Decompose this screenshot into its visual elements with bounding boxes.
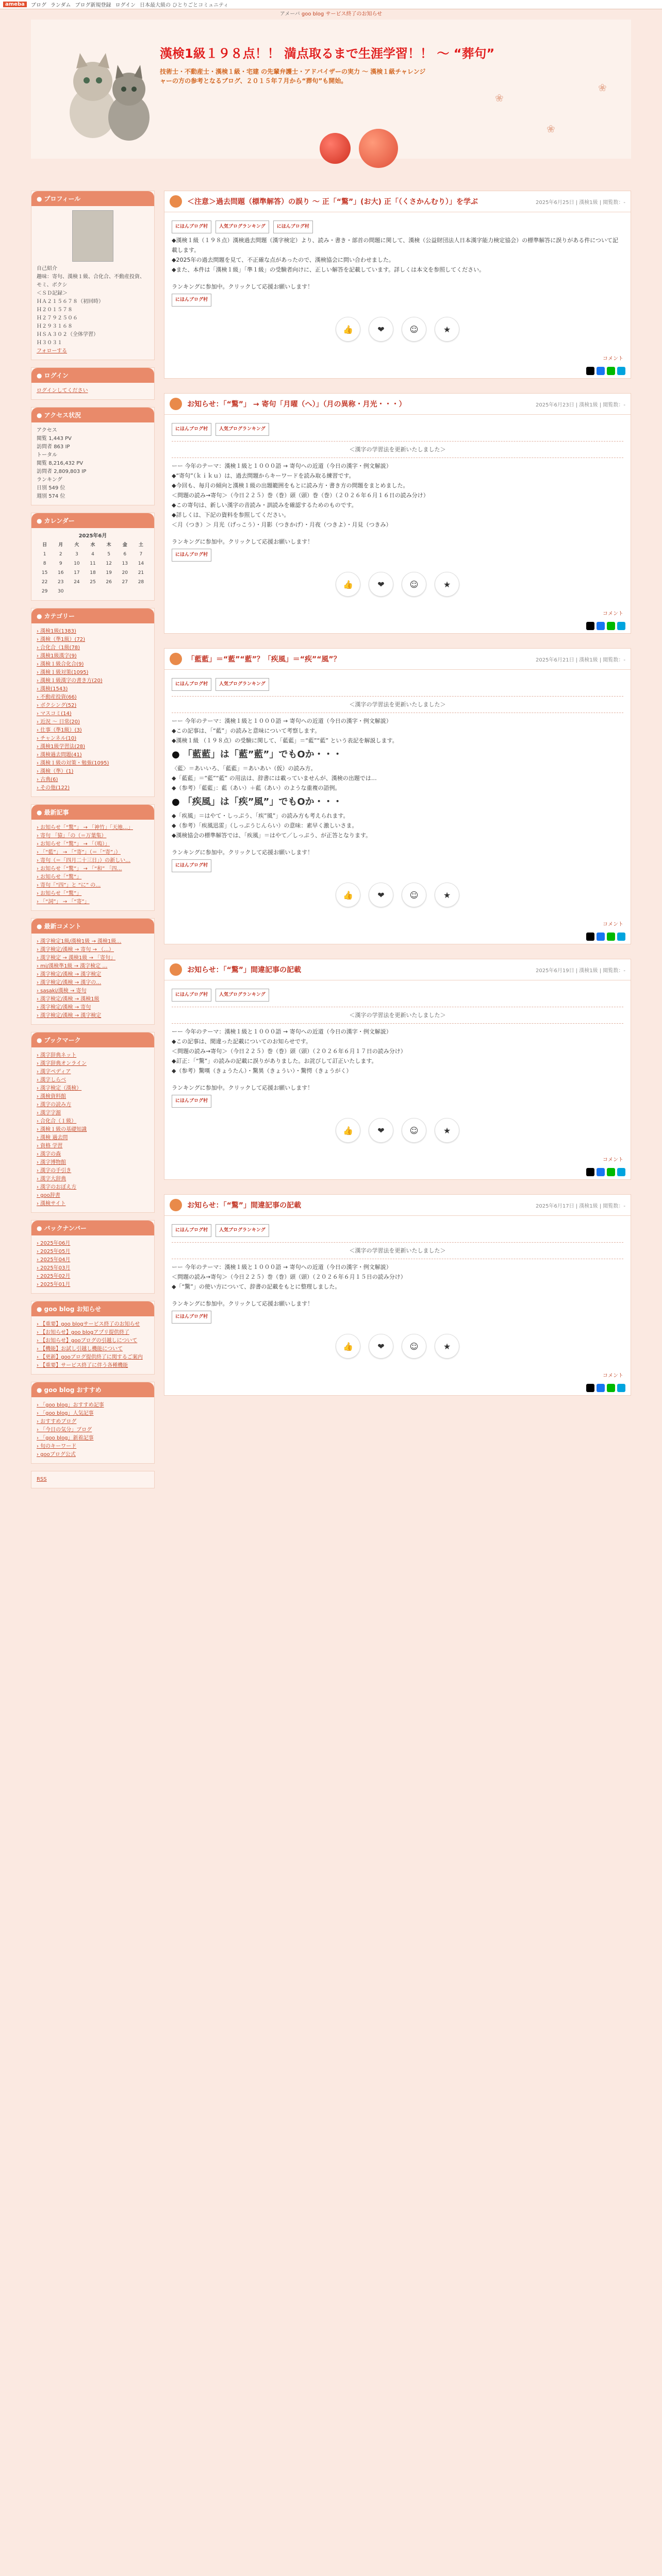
backnumber-heading: ● バックナンバー — [31, 1221, 154, 1235]
post-subheading: ● 「藍藍」は「藍”藍”」でもOか・・・ — [172, 749, 342, 760]
login-block — [31, 367, 155, 400]
goo-recommend-link[interactable]: › 旬のキーワード — [37, 1444, 77, 1449]
recent-comment-link[interactable]: › 漢字検定/漢検 → 寄句 — [37, 1005, 91, 1010]
heart-icon[interactable]: ❤ — [369, 1118, 393, 1143]
line-share-icon[interactable] — [607, 1384, 615, 1392]
recent-block — [31, 804, 155, 911]
access-row: 閲覧 1,443 PV — [37, 436, 72, 442]
x-share-icon[interactable] — [586, 622, 594, 630]
bookmark-link[interactable]: › 漢字検定（漢検） — [37, 1086, 82, 1091]
notice-link[interactable]: goo blog サービス終了のお知らせ — [301, 11, 383, 17]
blog-header — [31, 20, 631, 159]
x-share-icon[interactable] — [586, 933, 594, 941]
access-row: 週別 574 位 — [37, 494, 65, 499]
recent-post-link[interactable]: › 寄句 「猿」「の（＝万葉集） — [37, 833, 107, 839]
category-link[interactable]: › 漢検１級漢字の書き方(20) — [37, 678, 103, 684]
goo-info-link[interactable]: › 【重要】サービス終了に伴う各種機能 — [37, 1363, 128, 1368]
star-icon[interactable]: ★ — [435, 317, 459, 342]
goo-info-link[interactable]: › 【重要】goo blogサービス終了のお知らせ — [37, 1321, 140, 1327]
category-heading: ● カテゴリー — [31, 608, 154, 623]
heart-icon[interactable]: ❤ — [369, 572, 393, 597]
reaction-buttons — [172, 317, 623, 342]
comment-link[interactable]: コメント — [603, 611, 623, 617]
category-link[interactable]: › その他(122) — [37, 785, 70, 791]
site-logo[interactable]: ameba — [3, 2, 27, 7]
topbar-link-random[interactable]: ランダム — [50, 3, 71, 8]
smile-icon[interactable]: ☺ — [402, 572, 426, 597]
facebook-share-icon[interactable] — [597, 1168, 605, 1176]
category-block — [31, 608, 155, 797]
share-bar — [164, 1165, 631, 1179]
category-link[interactable]: › 仕事（準1級）(3) — [37, 727, 82, 733]
recent-comment-link[interactable]: › 漢字検定1級/漢検1級 → 漢検1級… — [37, 939, 122, 944]
facebook-share-icon[interactable] — [597, 1384, 605, 1392]
like-icon[interactable]: 👍 — [336, 883, 360, 907]
category-link[interactable]: › 漢検１級の対策・勉強(1095) — [37, 760, 109, 766]
bookmark-link[interactable]: › 漢検資料館 — [37, 1094, 67, 1099]
category-link[interactable]: › 合化合（1級(78) — [37, 645, 80, 651]
share-bar — [164, 619, 631, 633]
backnumber-block — [31, 1220, 155, 1294]
profile-line: Ｈ２９３１６８ — [37, 324, 73, 329]
profile-line: Ｈ２７９２５０６ — [37, 315, 78, 321]
post-paragraph: ◆“寄句”（ｋｉｋｕ）は、過去問題からキーワードを読み取る練習です。 — [172, 472, 355, 479]
post-subheading: ● 「疾風」は「疾”風”」でもOか・・・ — [172, 796, 342, 807]
hatena-share-icon[interactable] — [617, 1384, 625, 1392]
category-link[interactable]: › 漢検（準1級）(72) — [37, 637, 86, 642]
kittens-illustration — [62, 40, 155, 143]
ranking-banner[interactable]: にほんブログ村 — [172, 859, 211, 872]
bookmark-heading: ● ブックマーク — [31, 1032, 154, 1047]
bookmark-link[interactable]: › goo辞書 — [37, 1193, 60, 1198]
share-bar — [164, 929, 631, 944]
backnumber-link[interactable]: › 2025年01月 — [37, 1282, 71, 1287]
recent-comment-link[interactable]: › 漢字検定/漢検 → 漢字の… — [37, 980, 102, 986]
goo-recommend-link[interactable]: › おすすめブログ — [37, 1419, 77, 1425]
backnumber-link[interactable]: › 2025年02月 — [37, 1274, 71, 1279]
post-paragraph: ◆（参考）「藍藍」：藍（あい）＋藍（あい）のような重複の語例。 — [172, 785, 341, 791]
post-cat-icon — [170, 963, 182, 976]
like-icon[interactable]: 👍 — [336, 1118, 360, 1143]
calendar-heading: ● カレンダー — [31, 513, 154, 528]
category-link[interactable]: › 漢検１級対策(1095) — [37, 670, 89, 675]
post-paragraph: ◆（参考）「疾風迅雷」（しっぷうじんらい）の意味：素早く激しいさま。 — [172, 822, 358, 829]
x-share-icon[interactable] — [586, 367, 594, 375]
like-icon[interactable]: 👍 — [336, 317, 360, 342]
main-content — [164, 191, 631, 1410]
post-date: 2025年6月21日 | 漢検1級 | 閲覧数：- — [536, 657, 625, 663]
bookmark-link[interactable]: › 漢字の手引き — [37, 1168, 72, 1174]
profile-line: 趣味：寄句、漢検１級、合化合、不動産投資、モミ、ボクシ — [37, 274, 145, 288]
ranking-banner[interactable]: にほんブログ村 — [172, 221, 211, 233]
recent-comment-link[interactable]: › 漢字検定 → 漢検1級 → 「寄句」 — [37, 955, 116, 961]
post-date: 2025年6月25日 | 漢検1級 | 閲覧数：- — [536, 199, 625, 206]
comment-link[interactable]: コメント — [603, 356, 623, 362]
category-link[interactable]: › 近況 〜 日常(20) — [37, 719, 80, 725]
facebook-share-icon[interactable] — [597, 933, 605, 941]
access-row: 訪問者 2,809,803 IP — [37, 469, 87, 474]
post-paragraph: ◆今回も、毎月の傾向と漢検１級の出題範囲をもとに読み方・書き方の問題をまとめました。 — [172, 482, 409, 489]
hatena-share-icon[interactable] — [617, 622, 625, 630]
post-paragraph: ーー 今年のテーマ：漢検１級と１０００語 → 寄句への近道（今日の漢字・例文解説） — [172, 1028, 392, 1035]
bookmark-link[interactable]: › 漢字の読み方 — [37, 1102, 72, 1108]
smile-icon[interactable]: ☺ — [402, 883, 426, 907]
blog-title[interactable]: 漢検1級１９８点！！ 満点取るまで生涯学習！！ ～ “葬句” — [160, 46, 495, 61]
post-paragraph: ◆「藍藍」＝“藍”“藍” の用法は、辞書には載っていませんが、漢検の出題では… — [172, 775, 377, 782]
post-intro: ＜漢字の学習法を更新いたしました＞ — [349, 701, 446, 708]
ranking-text: ランキングに参加中。クリックして応援お願いします！ — [172, 1084, 313, 1091]
goo-info-heading: ● goo blog お知らせ — [31, 1301, 154, 1316]
x-share-icon[interactable] — [586, 1384, 594, 1392]
reaction-buttons — [172, 1118, 623, 1143]
share-bar — [164, 1381, 631, 1395]
access-row: 日別 549 位 — [37, 485, 65, 491]
profile-line: Ｈ２０１５７８ — [37, 307, 73, 313]
backnumber-link[interactable]: › 2025年04月 — [37, 1257, 71, 1263]
post-cat-icon — [170, 398, 182, 410]
ranking-text: ランキングに参加中。クリックして応援お願いします！ — [172, 849, 313, 856]
bookmark-link[interactable]: › 漢字辞典ネット — [37, 1053, 77, 1058]
ranking-text: ランキングに参加中。クリックして応援お願いします！ — [172, 1300, 313, 1307]
goo-info-block — [31, 1301, 155, 1375]
goo-info-link[interactable]: › 【機能】お試し引越し機能について — [37, 1346, 123, 1352]
calendar-month: 2025年6月 — [78, 533, 107, 539]
recent-comment-link[interactable]: › 漢字検定/漢検 → 漢字検定 — [37, 972, 102, 977]
topbar-link-blog[interactable]: ブログ — [30, 3, 46, 8]
category-link[interactable]: › 漢検1級漢字(9) — [37, 653, 77, 659]
category-link[interactable]: › 漢検１級合化合(9) — [37, 662, 84, 667]
recent-post-link[interactable]: › 「“藍”」 → 「“寄”」（＝「“寄”」） — [37, 850, 121, 855]
access-row: トータル — [37, 452, 57, 458]
ranking-banner[interactable]: にほんブログ村 — [172, 549, 211, 562]
access-heading: ● アクセス状況 — [31, 408, 154, 422]
post-paragraph: ◆「“驚”」の使い方について、辞書の記載をもとに整理しました。 — [172, 1283, 341, 1290]
like-icon[interactable]: 👍 — [336, 572, 360, 597]
post-paragraph: ◆漢検１級（１９８点）漢検過去問題（漢字検定）より、読み・書き・部首の問題に関して、漢検（公益財団法人日本漢字能力検定協会）の標準解答に誤りがある件について記載します。 — [172, 237, 619, 253]
bookmark-link[interactable]: › 漢検サイト — [37, 1201, 66, 1207]
post-date: 2025年6月23日 | 漢検1級 | 閲覧数：- — [536, 402, 625, 408]
post-paragraph: ーー 今年のテーマ：漢検１級と１０００語 → 寄句への近道（今日の漢字・例文解説） — [172, 718, 392, 724]
x-share-icon[interactable] — [586, 1168, 594, 1176]
top-navbar — [0, 0, 662, 9]
post-paragraph: ＜月（つき）＞ 月光（げっこう）・月影（つきかげ）・月夜（つきよ）・月見（つきみ） — [172, 521, 392, 528]
blog-description: 技術士・不動産士・漢検１級・宅建 の先輩弁護士・アドバイザーの実力 ～ 漢検１級チャレンジャーの方の参考となるブログ、２０１５年７月から“葬句”も開始。 — [160, 68, 426, 84]
recent-comment-link[interactable]: › sasaki/漢検 → 寄句 — [37, 988, 87, 994]
reaction-buttons — [172, 572, 623, 597]
topbar-link-register[interactable]: ブログ新規登録 — [75, 3, 111, 8]
bookmark-link[interactable]: › 合化合（１級） — [37, 1118, 77, 1124]
post-intro: ＜漢字の学習法を更新いたしました＞ — [349, 1012, 446, 1019]
access-row: 訪問者 863 IP — [37, 444, 70, 450]
post-date: 2025年6月17日 | 漢検1級 | 閲覧数：- — [536, 1203, 625, 1209]
category-link[interactable]: › マスコミ(14) — [37, 711, 72, 717]
ranking-banner[interactable]: 人気ブログランキング — [216, 989, 269, 1002]
ranking-banner[interactable]: にほんブログ村 — [172, 1224, 211, 1237]
access-row: アクセス — [37, 428, 57, 433]
blog-post — [164, 191, 631, 379]
ranking-banner[interactable]: 人気ブログランキング — [216, 221, 269, 233]
share-bar — [164, 364, 631, 378]
ranking-banner[interactable]: にほんブログ村 — [273, 221, 313, 233]
category-link[interactable]: › 漢検(1543) — [37, 686, 68, 692]
post-paragraph: ◆（参考）驚嘆（きょうたん）・驚異（きょうい）・驚愕（きょうがく） — [172, 1067, 352, 1074]
category-link[interactable]: › 漢検過去問題(41) — [37, 752, 82, 758]
post-paragraph: ーー 今年のテーマ：漢検１級と１０００語 → 寄句への近道（今日の漢字・例文解説） — [172, 463, 392, 469]
reaction-buttons — [172, 883, 623, 907]
post-cat-icon — [170, 653, 182, 665]
post-paragraph: 〈藍〉＝あいいろ、「藍藍」＝あいあい（仮）の読み方。 — [172, 765, 317, 772]
access-row: 閲覧 8,216,432 PV — [37, 461, 84, 466]
blog-post — [164, 648, 631, 944]
facebook-share-icon[interactable] — [597, 367, 605, 375]
goo-recommend-link[interactable]: › 「goo blog」新着記事 — [37, 1435, 94, 1441]
ranking-banner[interactable]: にほんブログ村 — [172, 423, 211, 436]
hatena-share-icon[interactable] — [617, 367, 625, 375]
goo-recommend-link[interactable]: › gooブログ公式 — [37, 1452, 76, 1458]
ranking-banner[interactable]: にほんブログ村 — [172, 989, 211, 1002]
hatena-share-icon[interactable] — [617, 933, 625, 941]
post-title[interactable]: お知らせ：「“驚”」 → 寄句「月曜（へ）」（月の異称・月光・・・） — [187, 400, 406, 409]
comment-link[interactable]: コメント — [603, 922, 623, 927]
goo-info-link[interactable]: › 【更新】gooブログ提供終了に関するご案内 — [37, 1354, 143, 1360]
backnumber-link[interactable]: › 2025年05月 — [37, 1249, 71, 1255]
ranking-banner[interactable]: にほんブログ村 — [172, 1095, 211, 1108]
backnumber-link[interactable]: › 2025年03月 — [37, 1265, 71, 1271]
ranking-banner[interactable]: 人気ブログランキング — [216, 678, 269, 691]
goo-recommend-block — [31, 1382, 155, 1464]
goo-recommend-link[interactable]: › 「goo blog」人気記事 — [37, 1411, 94, 1416]
ranking-banner[interactable]: にほんブログ村 — [172, 678, 211, 691]
access-block — [31, 407, 155, 505]
ranking-banner[interactable]: にほんブログ村 — [172, 294, 211, 307]
post-paragraph: ーー 今年のテーマ：漢検１級と１０００語 → 寄句への近道（今日の漢字・例文解説） — [172, 1264, 392, 1270]
bookmark-link[interactable]: › 漢字しらべ — [37, 1077, 67, 1083]
category-link[interactable]: › チャンネル(10) — [37, 736, 77, 741]
post-cat-icon — [170, 195, 182, 208]
category-link[interactable]: › 漢検1級(1383) — [37, 629, 76, 634]
line-share-icon[interactable] — [607, 622, 615, 630]
recent-post-link[interactable]: › 「“詞”」 → 「“寄”」 — [37, 899, 90, 905]
post-paragraph: ＜問題の読み→寄句＞（今日２２５）巻（巻）頭（頭）（２０２６年６月１７日の読み分け） — [172, 1048, 406, 1055]
post-paragraph: ◆この記事は、「“藍”」の読みと意味について考察します。 — [172, 727, 321, 734]
recent-post-link[interactable]: › 寄句「“四”」と “に” の… — [37, 883, 101, 888]
comment-link[interactable]: コメント — [603, 1373, 623, 1379]
post-title[interactable]: お知らせ：「“驚”」間違記事の記載 — [187, 1201, 301, 1210]
ranking-text: ランキングに参加中。クリックして応援お願いします！ — [172, 538, 313, 545]
topbar-tagline: 日本最大級の ひとりごとコミュニティ — [139, 3, 229, 8]
post-paragraph: ◆詳しくは、下記の資料を参照してください。 — [172, 512, 290, 518]
follow-link[interactable]: フォローする — [37, 348, 67, 354]
category-link[interactable]: › ボクシング(52) — [37, 703, 77, 708]
post-paragraph: ◆「疾風」＝はやて・しっぷう、「疾”風”」の読み方も考えられます。 — [172, 812, 349, 819]
bookmark-link[interactable]: › 漢検１級の基礎知識 — [37, 1127, 87, 1132]
post-intro: ＜漢字の学習法を更新いたしました＞ — [349, 1247, 446, 1254]
bookmark-link[interactable]: › 漢字大辞典 — [37, 1176, 67, 1182]
star-icon[interactable]: ★ — [435, 1334, 459, 1359]
rss-block — [31, 1471, 155, 1488]
line-share-icon[interactable] — [607, 1168, 615, 1176]
profile-image — [72, 210, 113, 262]
recent-comment-link[interactable]: › 漢字検定/漢検 → 漢検1級 — [37, 996, 100, 1002]
bookmark-link[interactable]: › 資格 学習 — [37, 1143, 63, 1149]
bookmark-link[interactable]: › 漢検 過去問 — [37, 1135, 68, 1141]
post-paragraph: ◆この記事は、間違った記載についてのお知らせです。 — [172, 1038, 312, 1045]
line-share-icon[interactable] — [607, 367, 615, 375]
heart-icon[interactable]: ❤ — [369, 1334, 393, 1359]
post-paragraph: ＜問題の読み→寄句＞（今日２２５）巻（巻）頭（頭）巻（巻）（２０２６年６月１６日の読み分け） — [172, 492, 429, 499]
post-title[interactable]: ＜注意＞過去問題（標準解答）の誤り ～ 正「“驚”」(お大) 正「（くさかんむり）」を学ぶ — [187, 198, 478, 206]
paw-icon: ❀ — [547, 123, 555, 135]
ranking-banner[interactable]: にほんブログ村 — [172, 1311, 211, 1324]
bookmark-link[interactable]: › 漢字博物館 — [37, 1160, 67, 1165]
smile-icon[interactable]: ☺ — [402, 1118, 426, 1143]
blog-post — [164, 393, 631, 634]
post-title[interactable]: 「藍藍」＝“藍”“藍”？「疾風」＝“疾”“風”？ — [187, 655, 341, 664]
calendar-block — [31, 513, 155, 601]
paw-icon: ❀ — [495, 92, 504, 104]
post-cat-icon — [170, 1199, 182, 1211]
post-paragraph: ＜問題の読み→寄句＞（今日２２５）巻（巻）頭（頭）（２０２６年６月１５日の読み分け） — [172, 1274, 406, 1280]
post-paragraph: ◆また、本件は「漢検１級」「準１級」の受験者向けに、正しい解答を記載しています。詳しくは本文を参照してください。 — [172, 266, 485, 273]
recent-comment-link[interactable]: › 漢字検定/漢検 → 寄句 → （…） — [37, 947, 114, 953]
recent-comment-link[interactable]: › 漢字検定/漢検 → 漢字検定 — [37, 1013, 102, 1019]
bookmark-link[interactable]: › 漢字の森 — [37, 1151, 61, 1157]
profile-heading: ● プロフィール — [31, 191, 154, 206]
hatena-share-icon[interactable] — [617, 1168, 625, 1176]
bookmark-link[interactable]: › 漢字字源 — [37, 1110, 61, 1116]
recent-post-link[interactable]: › お知らせ「“驚”」 → 「神竹」「天地…」 — [37, 825, 133, 831]
bookmark-link[interactable]: › 漢字辞典オンライン — [37, 1061, 87, 1066]
goo-recommend-heading: ● goo blog おすすめ — [31, 1382, 154, 1397]
profile-line: Ｈ３０３１ — [37, 340, 62, 346]
profile-line: 自己紹介 — [37, 266, 57, 272]
ranking-text: ランキングに参加中。クリックして応援お願いします！ — [172, 283, 313, 290]
category-link[interactable]: › 漢検1級学習法(28) — [37, 744, 86, 750]
notice-left: アメーバ — [279, 11, 300, 17]
ranking-banner[interactable]: 人気ブログランキング — [216, 1224, 269, 1237]
profile-line: ＜ＳＤ記録＞ — [37, 291, 68, 296]
notice-bar — [0, 9, 662, 20]
sidebar — [31, 191, 155, 1496]
topbar-link-login[interactable]: ログイン — [115, 3, 136, 8]
bookmark-block — [31, 1032, 155, 1213]
login-heading: ● ログイン — [31, 368, 154, 383]
star-icon[interactable]: ★ — [435, 572, 459, 597]
category-link[interactable]: › 漢検（準）(1) — [37, 769, 74, 774]
smile-icon[interactable]: ☺ — [402, 1334, 426, 1359]
profile-block — [31, 191, 155, 360]
heart-icon[interactable]: ❤ — [369, 883, 393, 907]
post-paragraph: ◆2025年の過去問題を見て、不正確な点があったので、漢検協会に問い合わせました。 — [172, 257, 394, 263]
post-intro: ＜漢字の学習法を更新いたしました＞ — [349, 446, 446, 453]
calendar-table: 日 月 火 水 木 金 土 1 2 3 4 5 6 7 8 9 10 11 12 13 14 15 16 17 18 19 20 21 22 23 24 25 26 27 28 29 30 — [41, 543, 144, 594]
post-paragraph: ◆漢検協会の標準解答では、「疾風」＝はやて／しっぷう、が正答となります。 — [172, 832, 372, 839]
bookmark-link[interactable]: › 漢字のおぼえ方 — [37, 1184, 77, 1190]
blog-post — [164, 1194, 631, 1396]
comments-block — [31, 918, 155, 1025]
star-icon[interactable]: ★ — [435, 1118, 459, 1143]
ranking-banner[interactable]: 人気ブログランキング — [216, 423, 269, 436]
comments-heading: ● 最新コメント — [31, 919, 154, 934]
profile-line: ＨＡ２１５６７８（初回時） — [37, 299, 104, 304]
backnumber-link[interactable]: › 2025年06月 — [37, 1241, 71, 1246]
post-paragraph: ◆漢検１級 （１９８点）の受験に関して、「藍藍」＝“藍”“藍” という表記を解説します。 — [172, 737, 398, 744]
comment-link[interactable]: コメント — [603, 1157, 623, 1163]
recent-post-link[interactable]: › お知らせ「“驚”」 → 「“和” 「四… — [37, 866, 122, 872]
goo-recommend-link[interactable]: › 「goo blog」おすすめ記事 — [37, 1402, 104, 1408]
star-icon[interactable]: ★ — [435, 883, 459, 907]
heart-icon[interactable]: ❤ — [369, 317, 393, 342]
smile-icon[interactable]: ☺ — [402, 317, 426, 342]
recent-heading: ● 最新記事 — [31, 805, 154, 820]
like-icon[interactable]: 👍 — [336, 1334, 360, 1359]
paw-icon: ❀ — [598, 81, 607, 94]
goo-info-link[interactable]: › 【お知らせ】goo blogアプリ提供終了 — [37, 1330, 129, 1335]
post-paragraph: ◆この寄句は、新しい漢字の音読み・訓読みを確認するためのものです。 — [172, 502, 357, 509]
blog-post — [164, 959, 631, 1180]
rss-link[interactable]: RSS — [37, 1477, 47, 1482]
bookmark-link[interactable]: › 漢字ペディア — [37, 1069, 71, 1075]
recent-post-link[interactable]: › お知らせ「“驚”」 — [37, 874, 82, 880]
category-link[interactable]: › 古典(6) — [37, 777, 58, 783]
recent-post-link[interactable]: › 寄句（＝「四月二十三日」）の新しい… — [37, 858, 131, 863]
recent-post-link[interactable]: › お知らせ「“驚”」 → 「（鳴）」 — [37, 841, 110, 847]
goo-recommend-link[interactable]: › 「今日の気分」ブログ — [37, 1427, 92, 1433]
category-link[interactable]: › 不動産投資(66) — [37, 694, 77, 700]
reaction-buttons — [172, 1334, 623, 1359]
access-row: ランキング — [37, 477, 62, 483]
yarn-ball-icon — [359, 129, 398, 168]
facebook-share-icon[interactable] — [597, 622, 605, 630]
line-share-icon[interactable] — [607, 933, 615, 941]
yarn-ball-icon — [320, 133, 351, 164]
recent-post-link[interactable]: › お知らせ「“驚”」 — [37, 891, 82, 896]
profile-line: ＨＳＡ３０２（全体学習） — [37, 332, 98, 337]
login-link[interactable]: ログインしてください — [37, 388, 88, 394]
recent-comment-link[interactable]: › mi/漢検準1級 → 漢字検定 … — [37, 963, 108, 969]
post-title[interactable]: お知らせ：「“驚”」間違記事の記載 — [187, 966, 301, 974]
post-paragraph: ◆訂正：「“驚”」の読みの記載に誤りがありました。お詫びして訂正いたします。 — [172, 1058, 377, 1064]
goo-info-link[interactable]: › 【お知らせ】gooブログの引越しについて — [37, 1338, 138, 1344]
post-date: 2025年6月19日 | 漢検1級 | 閲覧数：- — [536, 968, 625, 974]
